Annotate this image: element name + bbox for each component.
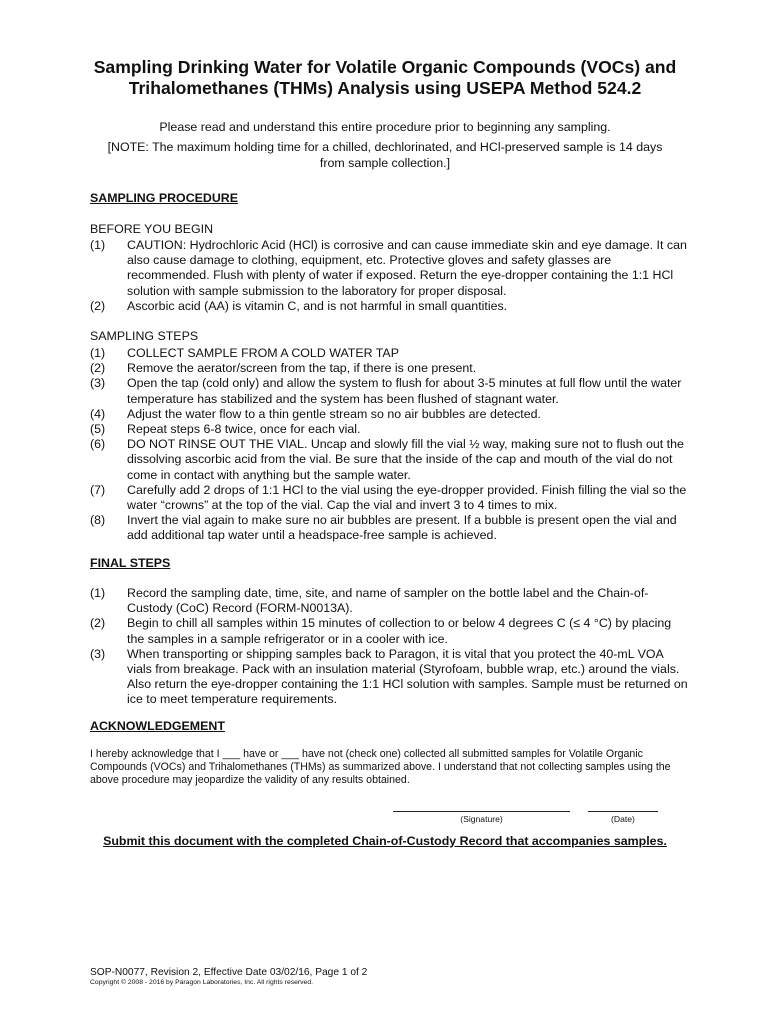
list-item: (8) Invert the vial again to make sure no air bubbles are present. If a bubble is present open the vial and add additional tap water until a headspace-free sample is achieved. [90, 513, 677, 543]
list-item: (4) Adjust the water flow to a thin gentle stream so no air bubbles are detected. [90, 406, 541, 421]
submit-instruction: Submit this document with the completed Chain-of-Custody Record that accompanies samples. [103, 834, 667, 848]
list-item: (6) DO NOT RINSE OUT THE VIAL. Uncap and slowly fill the vial ½ way, making sure not to flush out the dissolving ascorbic acid from the vial. Be sure that the inside of the cap and mouth of the vial do not come in contact with anything but the sample water. [90, 437, 684, 482]
list-item: (5) Repeat steps 6-8 twice, once for each vial. [90, 422, 361, 437]
final-steps-heading: FINAL STEPS [90, 556, 171, 570]
date-line[interactable] [588, 811, 658, 812]
holding-time-note [80, 140, 690, 171]
note-line-2: from sample collection.] [319, 155, 451, 170]
title-line-2: Trihalomethanes (THMs) Analysis using USEPA Method 524.2 [128, 78, 642, 98]
signature-line[interactable] [393, 811, 570, 812]
list-item: (3) When transporting or shipping samples back to Paragon, it is vital that you protect the 40-mL VOA vials from breakage. Pack with an insulation material (Styrofoam, bubble wrap, etc.) around the vials. Also return the eye-dropper containing the 1:1 HCl solution with samples. Sample must be returned on ice to meet temperature requirements. [90, 646, 688, 707]
before-you-begin-heading: BEFORE YOU BEGIN [90, 222, 214, 236]
document-reference: SOP-N0077, Revision 2, Effective Date 03/02/16, Page 1 of 2 [90, 967, 368, 978]
list-item: (2) Begin to chill all samples within 15 minutes of collection to or below 4 degrees C (≤ 4 °C) by placing the samples in a sample refrigerator or in a cooler with ice. [90, 616, 672, 646]
final-steps-list [90, 586, 690, 708]
sampling-procedure-heading: SAMPLING PROCEDURE [90, 191, 239, 205]
note-line-1: [NOTE: The maximum holding time for a chilled, dechlorinated, and HCl-preserved sample is 14 days [107, 140, 663, 154]
sampling-steps-list [90, 346, 690, 544]
before-you-begin-list [90, 238, 690, 314]
list-item: (1) Record the sampling date, time, site, and name of sampler on the bottle label and the Chain-of-Custody (CoC) Record (FORM-N0013A). [90, 586, 649, 616]
date-label: (Date) [611, 814, 635, 824]
list-item: (2) Remove the aerator/screen from the tap, if there is one present. [90, 361, 477, 376]
list-item: (7) Carefully add 2 drops of 1:1 HCl to the vial using the eye-dropper provided. Finish filling the vial so the water “crowns” at the top of the vial. Cap the vial and invert 3 to 4 times to mix. [90, 482, 687, 513]
list-item: (1) CAUTION: Hydrochloric Acid (HCl) is corrosive and can cause immediate skin and eye damage. It can also cause damage to clothing, equipment, etc. Protective gloves and safety glasses are recommended. Flush with plenty of water if exposed. Return the eye-dropper containing the 1:1 HCl solution with sample submission to the laboratory for proper disposal. [90, 238, 687, 298]
intro-text: Please read and understand this entire procedure prior to beginning any sampling. [159, 120, 611, 134]
document-title [60, 57, 710, 99]
list-item: (3) Open the tap (cold only) and allow the system to flush for about 3-5 minutes at full flow until the water temperature has stabilized and the system has been flushed of stagnant water. [90, 376, 682, 406]
copyright-notice: Copyright © 2008 - 2016 by Paragon Laboratories, Inc. All rights reserved. [90, 979, 314, 986]
title-line-1: Sampling Drinking Water for Volatile Organic Compounds (VOCs) and [93, 57, 677, 77]
sampling-steps-heading: SAMPLING STEPS [90, 329, 199, 343]
list-item: (1) COLLECT SAMPLE FROM A COLD WATER TAP [90, 346, 399, 360]
list-item: (2) Ascorbic acid (AA) is vitamin C, and is not harmful in small quantities. [90, 298, 508, 313]
signature-label: (Signature) [460, 814, 503, 824]
acknowledgement-heading: ACKNOWLEDGEMENT [90, 719, 225, 733]
acknowledgement-text: I hereby acknowledge that I ___ have or ___ have not (check one) collected all submitted samples for Volatile Organic Compounds (VOCs) and Trihalomethanes (THMs) as summarized above. I understand that not collecting samples using the above procedure may jeopardize the validity of any results obtained. [90, 748, 671, 787]
